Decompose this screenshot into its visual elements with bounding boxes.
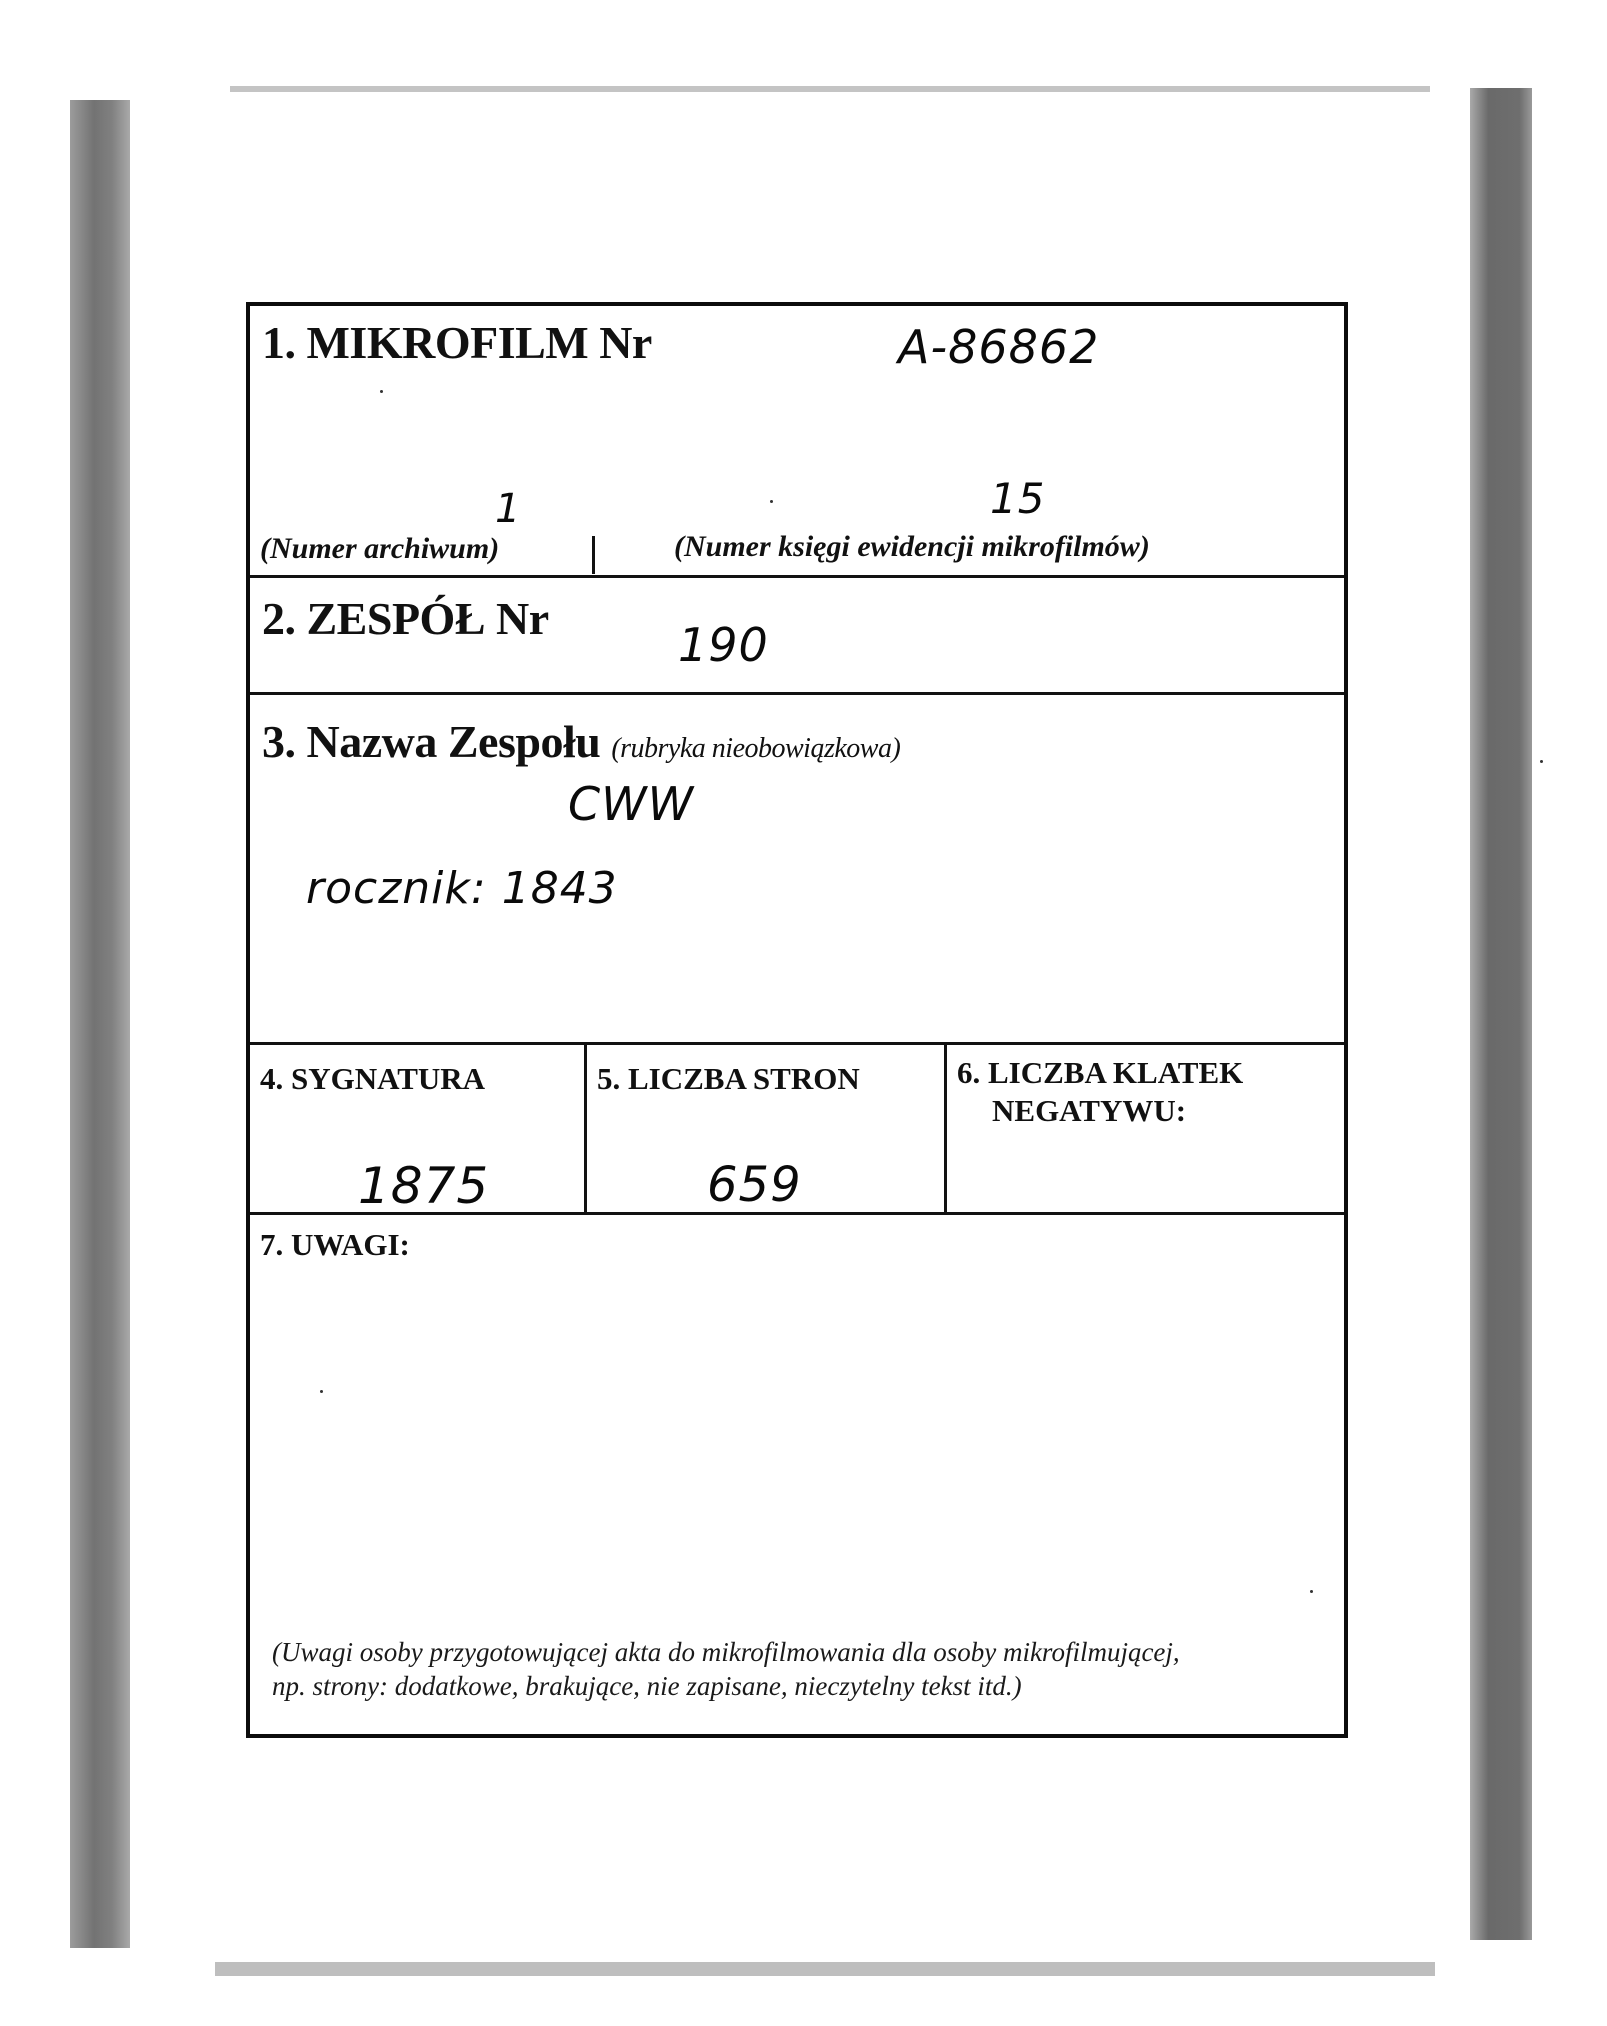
register-number-value: 15 xyxy=(990,474,1046,523)
frame-count-cell xyxy=(947,1045,1344,1212)
frame-count-label-line1: 6. LICZBA KLATEK xyxy=(957,1055,1244,1090)
scan-speck xyxy=(1540,760,1543,763)
microfilm-form xyxy=(246,302,1348,1738)
scan-edge-top xyxy=(230,86,1430,92)
microfilm-number-label: 1. MIKROFILM Nr xyxy=(262,317,652,368)
section-microfilm-number xyxy=(250,306,1344,578)
scan-edge-bottom xyxy=(215,1962,1435,1976)
fonds-number-label: 2. ZESPÓŁ Nr xyxy=(262,593,549,644)
remarks-hint-line1: (Uwagi osoby przygotowującej akta do mikrofilmowania dla osoby mikrofilmującej, xyxy=(272,1637,1180,1667)
scan-speck xyxy=(770,500,773,503)
fonds-name-value: CWW xyxy=(568,777,695,831)
section-fonds-number xyxy=(250,578,1344,695)
label-divider xyxy=(592,536,595,574)
scan-edge-right xyxy=(1470,88,1532,1940)
fonds-number-value: 190 xyxy=(678,618,769,672)
fonds-year-value: rocznik: 1843 xyxy=(306,863,618,914)
archive-number-label: (Numer archiwum) xyxy=(260,532,500,565)
signature-value: 1875 xyxy=(358,1157,490,1215)
microfilm-number-value: A-86862 xyxy=(898,320,1100,374)
frame-count-label-line2: NEGATYWU: xyxy=(992,1093,1187,1128)
register-number-label: (Numer księgi ewidencji mikrofilmów) xyxy=(674,530,1150,563)
fonds-name-optional-note: (rubryka nieobowiązkowa) xyxy=(611,733,901,764)
section-fonds-name xyxy=(250,695,1344,1045)
fonds-name-label xyxy=(262,715,900,768)
page-count-label: 5. LICZBA STRON xyxy=(597,1061,860,1096)
remarks-label: 7. UWAGI: xyxy=(260,1227,410,1262)
page-count-value: 659 xyxy=(707,1157,802,1213)
scan-speck xyxy=(1310,1590,1313,1593)
scan-speck xyxy=(320,1390,323,1393)
scan-speck xyxy=(380,390,383,393)
signature-label: 4. SYGNATURA xyxy=(260,1061,486,1096)
archive-number-value: 1 xyxy=(495,486,522,532)
page-count-cell xyxy=(587,1045,947,1212)
signature-cell xyxy=(250,1045,587,1215)
section-remarks xyxy=(250,1215,1344,1734)
scan-edge-left xyxy=(70,100,130,1948)
section-details xyxy=(250,1045,1344,1215)
remarks-hint-line2: np. strony: dodatkowe, brakujące, nie zapisane, nieczytelny tekst itd.) xyxy=(272,1671,1022,1701)
remarks-hint xyxy=(272,1635,1332,1703)
fonds-name-title: 3. Nazwa Zespołu xyxy=(262,716,601,767)
